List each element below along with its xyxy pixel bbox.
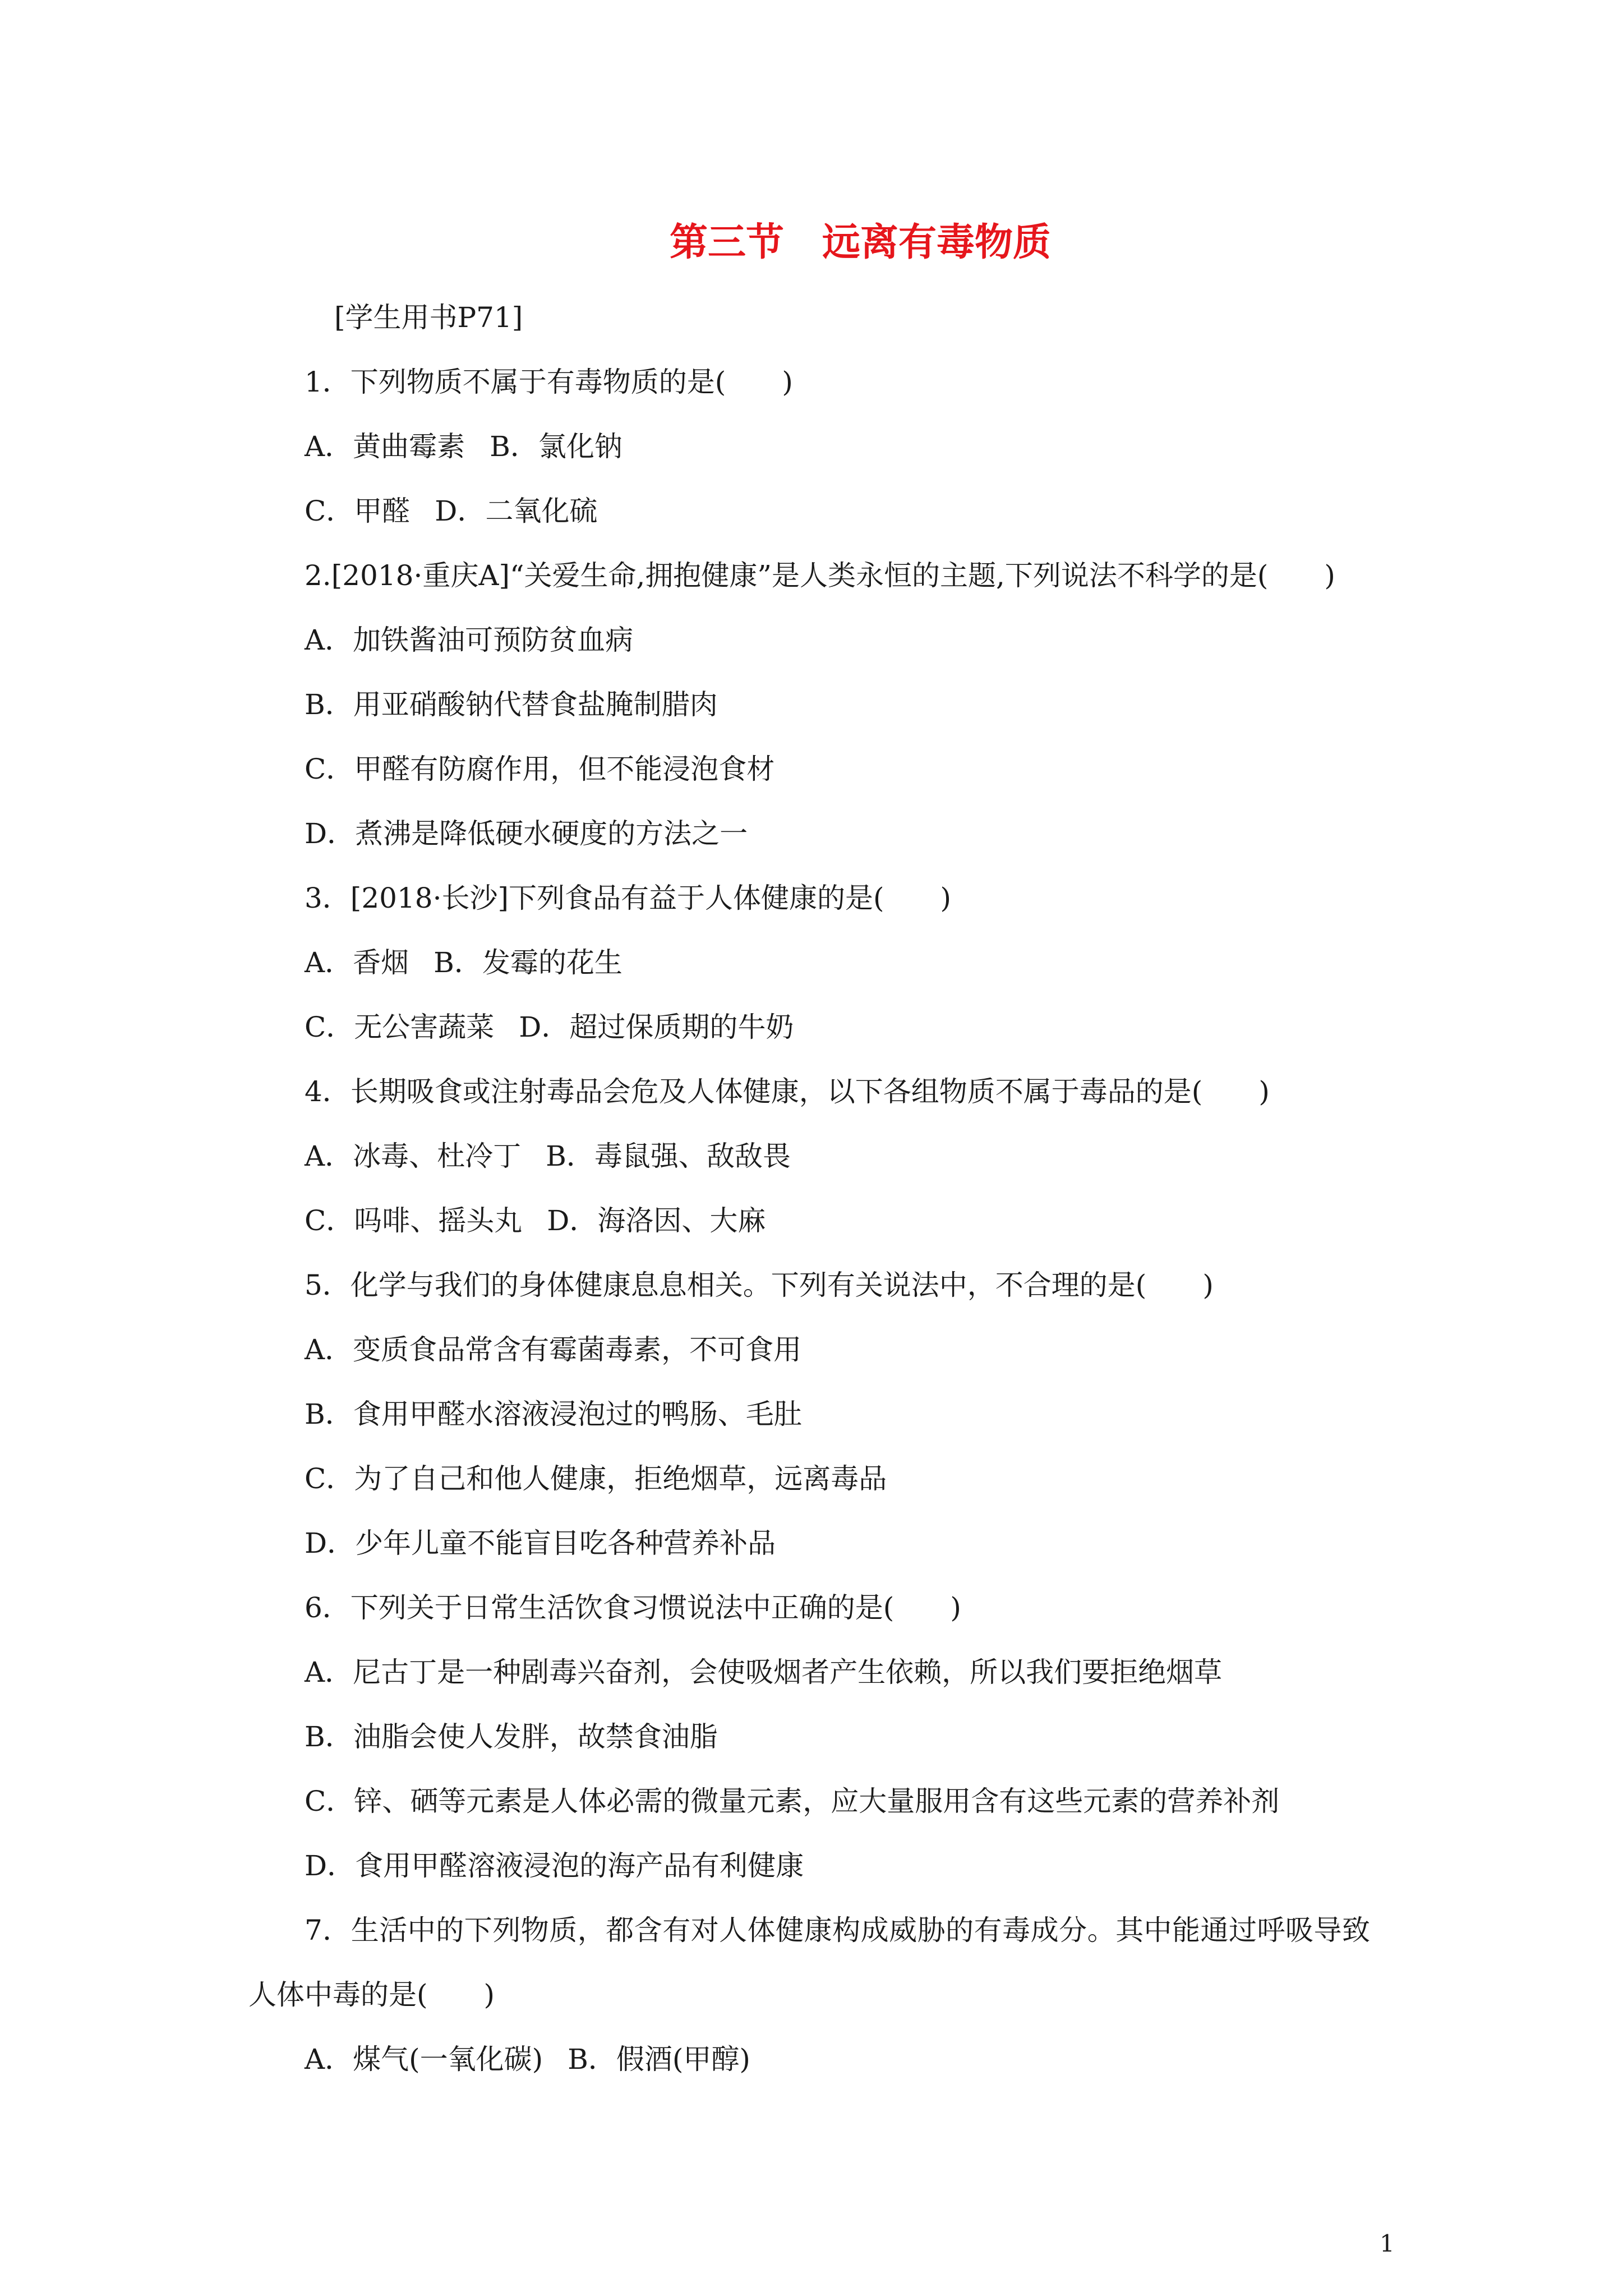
question-5-stem: 5．化学与我们的身体健康息息相关。下列有关说法中，不合理的是( ) <box>305 1269 1214 1301</box>
option-a: A．黄曲霉素 <box>305 430 465 463</box>
question-6-stem: 6．下列关于日常生活饮食习惯说法中正确的是( ) <box>305 1591 961 1624</box>
question-3-stem: 3．[2018·长沙]下列食品有益于人体健康的是( ) <box>305 882 951 914</box>
option-d: D．二氧化硫 <box>435 495 598 527</box>
page-number: 1 <box>1380 2230 1395 2257</box>
option-d: D．食用甲醛溶液浸泡的海产品有利健康 <box>305 1849 804 1882</box>
exercise-list <box>248 286 1370 2092</box>
option-b: B．油脂会使人发胖，故禁食油脂 <box>305 1720 718 1753</box>
option-d: D．超过保质期的牛奶 <box>519 1011 794 1043</box>
option-b: B．用亚硝酸钠代替食盐腌制腊肉 <box>305 688 718 721</box>
option-a: A．煤气(一氧化碳) <box>305 2043 543 2076</box>
option-c: C．吗啡、摇头丸 <box>305 1204 523 1237</box>
option-c: C．锌、硒等元素是人体必需的微量元素，应大量服用含有这些元素的营养补剂 <box>305 1785 1280 1818</box>
question-1-options-row-1 <box>248 415 1370 479</box>
question-3-options-row-2 <box>248 995 1370 1060</box>
option-d: D．少年儿童不能盲目吃各种营养补品 <box>305 1527 776 1559</box>
option-a: A．香烟 <box>305 946 409 979</box>
option-c: C．甲醛有防腐作用，但不能浸泡食材 <box>305 753 775 785</box>
option-b: B．食用甲醛水溶液浸泡过的鸭肠、毛肚 <box>305 1398 802 1430</box>
option-d: D．煮沸是降低硬水硬度的方法之一 <box>305 817 748 850</box>
option-b: B．毒鼠强、敌敌畏 <box>546 1140 791 1172</box>
option-d: D．海洛因、大麻 <box>547 1204 766 1237</box>
option-a: A．冰毒、杜冷丁 <box>305 1140 522 1172</box>
option-a: A．变质食品常含有霉菌毒素，不可食用 <box>305 1333 802 1366</box>
option-b: B．氯化钠 <box>490 430 623 463</box>
question-4-options-row-2 <box>248 1189 1370 1253</box>
option-c: C．无公害蔬菜 <box>305 1011 495 1043</box>
question-1-options-row-2 <box>248 479 1370 544</box>
option-b: B．假酒(甲醇) <box>568 2043 750 2076</box>
question-2-stem: 2.[2018·重庆A]“关爱生命,拥抱健康”是人类永恒的主题,下列说法不科学的是( ) <box>305 559 1335 592</box>
option-c: C．为了自己和他人健康，拒绝烟草，远离毒品 <box>305 1462 887 1495</box>
question-4-stem: 4．长期吸食或注射毒品会危及人体健康，以下各组物质不属于毒品的是( ) <box>305 1075 1270 1108</box>
option-a: A．加铁酱油可预防贫血病 <box>305 624 634 656</box>
option-b: B．发霉的花生 <box>434 946 623 979</box>
option-a: A．尼古丁是一种剧毒兴奋剂，会使吸烟者产生依赖，所以我们要拒绝烟草 <box>305 1656 1223 1688</box>
question-7-options-row-1 <box>248 2027 1370 2092</box>
question-7-stem: 7．生活中的下列物质，都含有对人体健康构成威胁的有毒成分。其中能通过呼吸导致人体中毒的是( ) <box>248 1914 1370 2011</box>
section-title: 第三节 远离有毒物质 <box>670 220 1052 265</box>
textbook-reference: [学生用书P71] <box>334 301 523 334</box>
option-c: C．甲醛 <box>305 495 411 527</box>
question-3-options-row-1 <box>248 931 1370 995</box>
question-4-options-row-1 <box>248 1124 1370 1189</box>
question-1-stem: 1．下列物质不属于有毒物质的是( ) <box>305 366 793 398</box>
